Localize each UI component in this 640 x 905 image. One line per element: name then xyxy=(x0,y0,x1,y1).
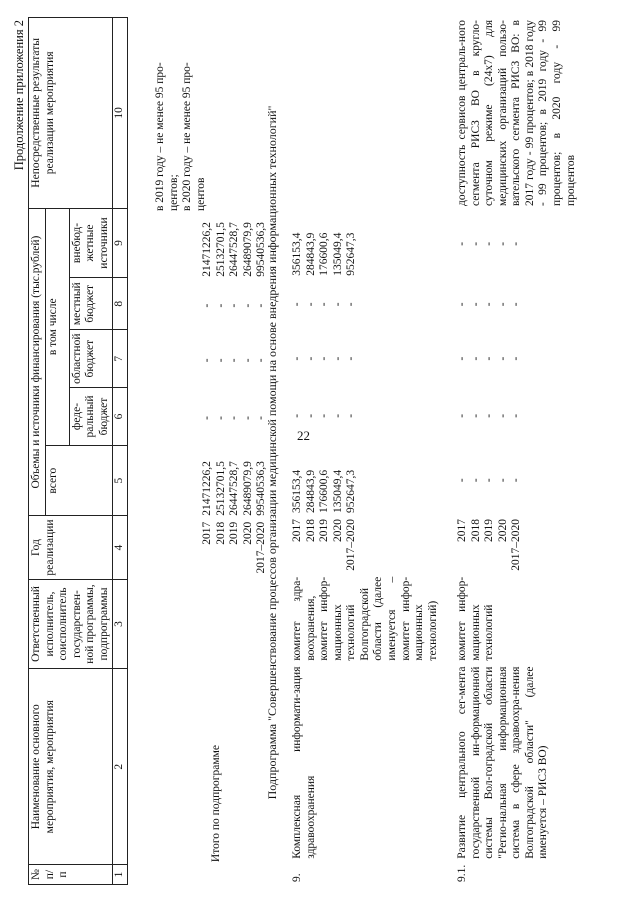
col-local-header: местный бюджет xyxy=(69,278,113,330)
row91-no: 9.1. xyxy=(456,864,468,882)
row9-reg: - - - - - xyxy=(291,356,358,361)
row9-resp: комитет здра-воохранения, комитет инфор-мационных технологий Волгоградской области (далее именуется – комитет инфор-мационных технологий) xyxy=(291,576,439,661)
table-row xyxy=(290,17,442,885)
row91-name: Развитие центрального сег-мента государственной ин-формационной системы Вол-гоградской области "Регио-нальная информационная система в сфере здравоохра-нения Волгоградской области" (далее именуется – РИСЗ ВО) xyxy=(456,666,550,859)
total-years: 2017 2018 2019 2020 2017–2020 xyxy=(201,521,268,574)
col-total-header: всего xyxy=(45,445,113,516)
row91-total: - - - - - xyxy=(456,478,523,483)
col-resp-header: Ответственный исполнитель, соисполнитель государствен-ной программы, подпрограммы xyxy=(29,579,113,669)
row91-fed: - - - - - xyxy=(456,413,523,418)
col-number: 9 xyxy=(113,208,128,278)
col-number: 6 xyxy=(113,388,128,446)
col-number: 8 xyxy=(113,278,128,330)
row9-total: 356153,4 284843,9 176600,6 135049,4 952647,3 xyxy=(291,469,358,513)
table-row xyxy=(442,17,579,885)
col-fed-header: феде-ральный бюджет xyxy=(69,388,113,446)
row9-extra: 356153,4 284843,9 176600,6 135049,4 952647,3 xyxy=(291,232,358,276)
col-extra-header: внебюд-жетные источники xyxy=(69,208,113,278)
total-local: - - - - - xyxy=(201,303,268,308)
total-extra: 21471226,2 25132701,5 26447528,7 26489079,9 99540536,3 xyxy=(201,222,268,277)
row91-years: 2017 2018 2019 2020 2017–2020 xyxy=(456,519,523,571)
total-row xyxy=(200,17,270,885)
row91-extra: - - - - - xyxy=(456,241,523,246)
row9-fed: - - - - - xyxy=(291,413,358,418)
col-number: 7 xyxy=(113,330,128,388)
col-incl-header: в том числе xyxy=(45,208,69,445)
col-year-header: Год реализации xyxy=(29,516,113,579)
total-fed: - - - - - xyxy=(201,416,268,420)
col-number: 4 xyxy=(113,516,128,579)
subprogram-title: Подпрограмма "Совершенствование процессов организации медицинской помощи на основе внедрения информационных технологий" xyxy=(265,105,279,800)
row91-local: - - - - - xyxy=(456,302,523,307)
col-number: 2 xyxy=(113,669,128,865)
col-reg-header: областной бюджет xyxy=(69,330,113,388)
total-sum: 21471226,2 25132701,5 26447528,7 26489079,9 99540536,3 xyxy=(201,461,268,516)
col-volumes-header: Объемы и источники финансирования (тыс.рублей) xyxy=(29,208,46,516)
continuation-label: Продолжение приложения 2 xyxy=(12,20,26,171)
col-number: 10 xyxy=(113,18,128,209)
row9-name: Комплексная информати-зация здравоохранения xyxy=(291,666,317,859)
row9-local: - - - - - xyxy=(291,302,358,307)
row91-result: доступность сервисов централь-ного сегмента РИСЗ ВО в кругло-суточном режиме (24х7) для медицинских организаций пользо-вательского сегмента РИСЗ ВО: в 2017 году - 99 процентов; в 2018 году - 99 процентов; в 2019 году - 99 процентов; в 2020 году - 99 процентов xyxy=(456,20,577,207)
rows-table xyxy=(290,17,579,885)
total-label: Итого по подпрограмме xyxy=(210,745,222,863)
col-number: 1 xyxy=(113,865,128,885)
col-result-header: Непосредственные результаты реализации мероприятия xyxy=(29,18,113,209)
row9-no: 9. xyxy=(291,873,303,882)
total-reg: - - - - - xyxy=(201,358,268,363)
col-no-header: № п/п xyxy=(29,865,113,885)
col-number: 5 xyxy=(113,445,128,516)
header-table xyxy=(28,17,128,885)
page-number: 22 xyxy=(297,428,310,443)
col-number: 3 xyxy=(113,579,128,669)
row91-reg: - - - - - xyxy=(456,356,523,361)
col-name-header: Наименование основного мероприятия, мероприятия xyxy=(29,669,113,865)
carryover-result: в 2019 году – не менее 95 про- центов; в 2020 году – не менее 95 про- центов xyxy=(154,62,207,211)
row91-resp: комитет инфор-мационных технологий xyxy=(456,576,496,661)
row9-years: 2017 2018 2019 2020 2017–2020 xyxy=(291,519,358,571)
